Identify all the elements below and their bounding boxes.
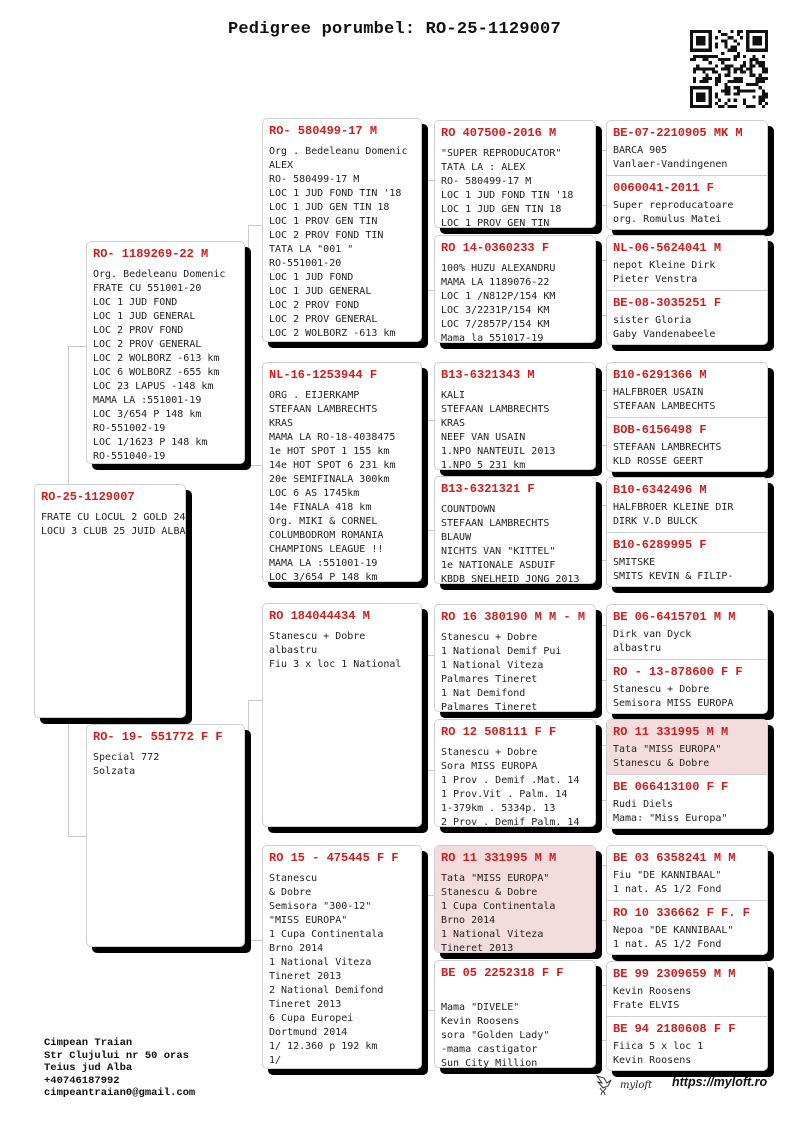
gen4-sire-section[interactable] bbox=[607, 962, 767, 1016]
pigeon-notes: Stanescu + Dobre Sora MISS EUROPA 1 Prov . Demif .Mat. 14 1 Prov.Vit . Palm. 14 1-379km . 5334p. 13 2 Prov . Demif Palm. 14 bbox=[441, 747, 580, 828]
ring-number: RO-25-1129007 bbox=[41, 490, 135, 504]
gen4-pair-5[interactable] bbox=[606, 604, 768, 714]
ring-number: RO 14-0360233 F bbox=[441, 241, 550, 255]
ring-number: RO 12 508111 F F bbox=[441, 725, 557, 739]
ring-number: BE 03 6358241 M M bbox=[613, 851, 736, 865]
gen3-card-2[interactable] bbox=[434, 235, 596, 343]
gen4-dam-section[interactable] bbox=[607, 532, 767, 586]
gen4-sire-section[interactable] bbox=[607, 121, 767, 175]
gen4-pair-2[interactable] bbox=[606, 235, 768, 345]
ring-number: BE-07-2210905 MK M bbox=[613, 126, 743, 140]
gen4-pair-7[interactable] bbox=[606, 845, 768, 955]
gen3-card-7[interactable] bbox=[434, 845, 596, 953]
ring-number: NL-16-1253944 F bbox=[269, 368, 378, 382]
gen4-sire-section[interactable] bbox=[607, 478, 767, 532]
pigeon-notes: sister Gloria Gaby Vandenabeele bbox=[613, 315, 716, 340]
ring-number: RO 15 - 475445 F F bbox=[269, 851, 399, 865]
granddam-paternal-card[interactable] bbox=[262, 362, 422, 582]
ring-number: RO- 580499-17 M bbox=[269, 124, 378, 138]
pigeon-notes: 100% HUZU ALEXANDRU MAMA LA 1189076-22 LOC 1 /N812P/154 KM LOC 3/2231P/154 KM LOC 7/2857P/154 KM Mama la 551017-19 bbox=[441, 263, 556, 344]
ring-number: RO 10 336662 F F. F bbox=[613, 906, 750, 920]
pigeon-notes: Dirk van Dyck albastru bbox=[613, 629, 692, 654]
owner-address-line1: Str Clujului nr 50 oras bbox=[44, 1049, 189, 1062]
ring-number: BE 94 2180608 F F bbox=[613, 1022, 736, 1036]
gen3-card-4[interactable] bbox=[434, 476, 596, 584]
ring-number: RO 407500-2016 M bbox=[441, 126, 557, 140]
gen4-dam-section[interactable] bbox=[607, 774, 767, 828]
subject-pigeon-card[interactable] bbox=[34, 484, 186, 718]
ring-number: B10-6342496 M bbox=[613, 483, 707, 497]
qr-code-icon[interactable] bbox=[690, 30, 768, 108]
pigeon-notes: nepot Kleine Dirk Pieter Venstra bbox=[613, 260, 716, 285]
brand-name: myloft bbox=[620, 1079, 653, 1091]
pigeon-notes: COUNTDOWN STEFAAN LAMBRECHTS BLAUW NICHTS VAN "KITTEL" 1e NATIONALE ASDUIF KBDB SNELHEID JONG 2013 bbox=[441, 504, 580, 585]
pigeon-notes: Tata "MISS EUROPA" Stanescu & Dobre 1 Cupa Continentala Brno 2014 1 National Viteza Tineret 2013 bbox=[441, 873, 556, 954]
gen4-dam-section[interactable] bbox=[607, 290, 767, 344]
gen4-sire-section[interactable] bbox=[607, 236, 767, 290]
ring-number: BE-08-3035251 F bbox=[613, 296, 722, 310]
owner-email[interactable]: cimpeantraian0@gmail.com bbox=[44, 1087, 196, 1099]
sire-card[interactable] bbox=[86, 241, 245, 464]
gen4-dam-section[interactable] bbox=[607, 417, 767, 471]
brand-logo bbox=[594, 1074, 652, 1096]
gen4-pair-1[interactable] bbox=[606, 120, 768, 230]
ring-number: BE 066413100 F F bbox=[613, 780, 729, 794]
pigeon-notes: Rudi Diels Mama: "Miss Europa" bbox=[613, 799, 728, 824]
pigeon-notes: Org . Bedeleanu Domenic ALEX RO- 580499-17 M LOC 1 JUD FOND TIN '18 LOC 1 JUD GEN TIN 18 LOC 1 PROV GEN TIN LOC 2 PROV FOND TIN TATA LA "001 " RO-551001-20 LOC 1 JUD FOND LOC 1 JUD GENERAL LOC 2 PROV FOND LOC 2 PROV GENERAL LOC 2 WOLBORZ -613 km bbox=[269, 146, 408, 339]
granddam-maternal-card[interactable] bbox=[262, 845, 422, 1069]
ring-number: NL-06-5624041 M bbox=[613, 241, 722, 255]
pigeon-notes: BARCA 905 Vanlaer-Vandingenen bbox=[613, 145, 728, 170]
gen3-card-3[interactable] bbox=[434, 362, 596, 470]
pigeon-notes: Special 772 Solzata bbox=[93, 752, 160, 777]
ring-number: B13-6321321 F bbox=[441, 482, 535, 496]
owner-name: Cimpean Traian bbox=[44, 1037, 133, 1049]
gen4-dam-section[interactable] bbox=[607, 659, 767, 713]
ring-number: 0060041-2011 F bbox=[613, 181, 714, 195]
pigeon-notes: Stanescu & Dobre Semisora "300-12" "MISS EUROPA" 1 Cupa Continentala Brno 2014 1 National Viteza Tineret 2013 2 National Demifond Tineret 2013 6 Cupa Europei Dortmund 2014 1/ 12.360 p 192 km 1/ bbox=[269, 873, 384, 1066]
owner-phone: +40746187992 bbox=[44, 1074, 120, 1087]
pigeon-notes: FRATE CU LOCUL 2 GOLD 24 LOCU 3 CLUB 25 JUID ALBA bbox=[41, 512, 186, 537]
owner-address-line2: Teius jud Alba bbox=[44, 1062, 133, 1074]
gen4-pair-8[interactable] bbox=[606, 961, 768, 1071]
ring-number: RO 16 380190 M M - M bbox=[441, 610, 586, 624]
pigeon-notes: Stanescu + Dobre Semisora MISS EUROPA bbox=[613, 684, 734, 709]
gen4-dam-section[interactable] bbox=[607, 1016, 767, 1070]
ring-number: RO 184044434 M bbox=[269, 609, 370, 623]
pigeon-notes: KALI STEFAAN LAMBRECHTS KRAS NEEF VAN USAIN 1.NPO NANTEUIL 2013 1.NPO 5 231 km bbox=[441, 390, 556, 471]
page-title: Pedigree porumbel: RO-25-1129007 bbox=[228, 20, 561, 39]
owner-contact bbox=[44, 1037, 195, 1100]
gen4-dam-section[interactable] bbox=[607, 175, 767, 229]
gen4-pair-6[interactable] bbox=[606, 719, 768, 829]
ring-number: RO 11 331995 M M bbox=[613, 725, 729, 739]
ring-number: RO- 19- 551772 F F bbox=[93, 730, 223, 744]
pigeon-notes: Tata "MISS EUROPA" Stanescu & Dobre bbox=[613, 744, 722, 769]
gen3-card-1[interactable] bbox=[434, 120, 596, 228]
pigeon-notes: "SUPER REPRODUCATOR" TATA LA : ALEX RO- 580499-17 M LOC 1 JUD FOND TIN '18 LOC 1 JUD GEN TIN 18 LOC 1 PROV GEN TIN bbox=[441, 148, 574, 229]
gen4-sire-section[interactable] bbox=[607, 720, 767, 774]
pigeon-notes: Stanescu + Dobre 1 National Demif Pui 1 National Viteza Palmares Tineret 1 Nat Demifond Palmares Tineret bbox=[441, 632, 562, 713]
gen4-sire-section[interactable] bbox=[607, 605, 767, 659]
gen4-dam-section[interactable] bbox=[607, 900, 767, 954]
pigeon-notes: Fiu "DE KANNIBAAL" 1 nat. AS 1/2 Fond bbox=[613, 870, 722, 895]
grandsire-maternal-card[interactable] bbox=[262, 603, 422, 827]
gen4-pair-3[interactable] bbox=[606, 362, 768, 472]
gen4-pair-4[interactable] bbox=[606, 477, 768, 587]
ring-number: RO- 1189269-22 M bbox=[93, 247, 209, 261]
grandsire-paternal-card[interactable] bbox=[262, 118, 422, 342]
pigeon-notes: Mama "DIVELE" Kevin Roosens sora "Golden Lady" -mama castigator Sun City Million bbox=[441, 1002, 550, 1069]
pigeon-notes: Stanescu + Dobre albastru Fiu 3 x loc 1 National bbox=[269, 631, 402, 670]
ring-number: BE 99 2309659 M M bbox=[613, 967, 736, 981]
ring-number: B13-6321343 M bbox=[441, 368, 535, 382]
pigeon-notes: ORG . EIJERKAMP STEFAAN LAMBRECHTS KRAS MAMA LA RO-18-4038475 1e HOT SPOT 1 155 km 14e HOT SPOT 6 231 km 20e SEMIFINALA 300km LOC 6 AS 1745km 14e FINALA 418 km Org. MIKI & CORNEL COLUMBODROM ROMANIA CHAMPIONS LEAGUE !! MAMA LA :551001-19 LOC 3/654 P 148 km bbox=[269, 390, 396, 583]
bird-logo-icon bbox=[594, 1074, 614, 1096]
ring-number: BE 05 2252318 F F bbox=[441, 966, 564, 980]
ring-number: RO 11 331995 M M bbox=[441, 851, 557, 865]
pigeon-notes: HALFBROER KLEINE DIR DIRK V.D BULCK bbox=[613, 502, 734, 527]
pigeon-notes: STEFAAN LAMBRECHTS KLD ROSSE GEERT bbox=[613, 442, 722, 467]
pigeon-notes: Org. Bedeleanu Domenic FRATE CU 551001-20 LOC 1 JUD FOND LOC 1 JUD GENERAL LOC 2 PROV FOND LOC 2 PROV GENERAL LOC 2 WOLBORZ -613 km LOC 6 WOLBORZ -655 km LOC 23 LAPUS -148 km MAMA LA :551001-19 LOC 3/654 P 148 km RO-551002-19 LOC 1/1623 P 148 km RO-551040-19 bbox=[93, 269, 226, 462]
ring-number: BE 06-6415701 M M bbox=[613, 610, 736, 624]
gen3-card-6[interactable] bbox=[434, 719, 596, 827]
website-link[interactable]: https://myloft.ro bbox=[672, 1075, 768, 1089]
dam-card[interactable] bbox=[86, 724, 245, 947]
ring-number: RO - 13-878600 F F bbox=[613, 665, 743, 679]
pigeon-notes: Kevin Roosens Frate ELVIS bbox=[613, 986, 692, 1011]
pigeon-notes: HALFBROER USAIN STEFAAN LAMBECHTS bbox=[613, 387, 716, 412]
ring-number: B10-6291366 M bbox=[613, 368, 707, 382]
gen4-sire-section[interactable] bbox=[607, 846, 767, 900]
pigeon-notes: SMITSKE SMITS KEVIN & FILIP- bbox=[613, 557, 734, 582]
ring-number: B10-6289995 F bbox=[613, 538, 707, 552]
pigeon-notes: Nepoa "DE KANNIBAAL" 1 nat. AS 1/2 Fond bbox=[613, 925, 734, 950]
ring-number: BOB-6156498 F bbox=[613, 423, 707, 437]
gen4-sire-section[interactable] bbox=[607, 363, 767, 417]
pigeon-notes: Fiica 5 x loc 1 Kevin Roosens bbox=[613, 1041, 704, 1066]
gen3-card-5[interactable] bbox=[434, 604, 596, 712]
pigeon-notes: Super reproducatoare org. Romulus Matei bbox=[613, 200, 734, 225]
gen3-card-8[interactable] bbox=[434, 960, 596, 1068]
